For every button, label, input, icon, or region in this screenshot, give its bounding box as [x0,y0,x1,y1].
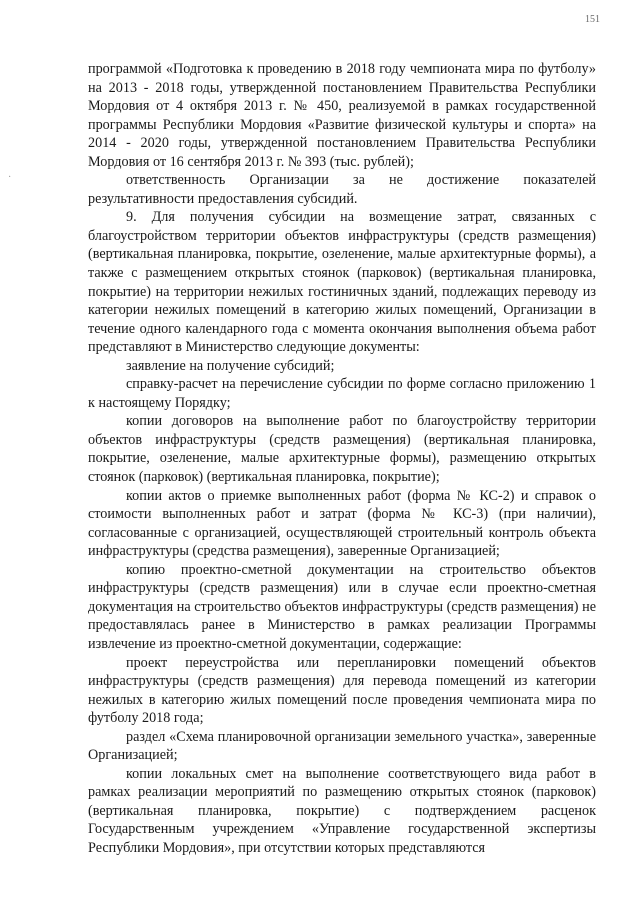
page-number: 151 [585,14,600,25]
paragraph: проект переустройства или перепланировки помещений объектов инфраструктуры (средств размещения) для перевода помещений из категории нежилых в категорию жилых помещений после проведения чемпионата мира по футболу 2018 года; [88,654,596,727]
body-text [88,60,596,858]
paragraph: программой «Подготовка к проведению в 2018 году чемпионата мира по футболу» на 2013 - 2018 годы, утвержденной постановлением Правительства Республики Мордовия от 4 октября 2013 г. № 450, реализуемой в рамках государственной программы Республики Мордовия «Развитие физической культуры и спорта» на 2014 - 2020 годы, утвержденной постановлением Правительства Республики Мордовия от 16 сентября 2013 г. № 393 (тыс. рублей); [88,61,596,170]
paragraph: 9. Для получения субсидии на возмещение затрат, связанных с благоустройством территории объектов инфраструктуры (средств размещения) (вертикальная планировка, покрытие, озеленение, малые архитектурные формы), а также с размещением открытых стоянок (парковок) (вертикальная планировка, покрытие) на территории нежилых гостиничных зданий, подлежащих переводу из категории нежилых помещений в категорию жилых помещений, Организации в течение одного календарного года с момента окончания выполнения объема работ представляют в Министерство следующие документы: [88,209,596,356]
paragraph: копии договоров на выполнение работ по благоустройству территории объектов инфраструктуры (средств размещения) (вертикальная планировка, покрытие, озеленение, малые архитектурные формы), размещению открытых стоянок (парковок) (вертикальная планировка, покрытие); [88,413,596,486]
paragraph: копию проектно-сметной документации на строительство объектов инфраструктуры (средств размещения) или в случае если проектно-сметная документация на строительство объектов инфраструктуры (средств размещения) не предоставлялась ранее в Министерство в рамках реализации Программы извлечение из проектно-сметной документации, содержащие: [88,561,596,652]
paragraph: копии локальных смет на выполнение соответствующего вида работ в рамках реализации мероприятий по размещению открытых стоянок (парковок) (вертикальная планировка, покрытие) с подтверждением расценок Государственным учреждением «Управление государственной экспертизы Республики Мордовия», при отсутствии которых представляются [88,765,596,856]
margin-mark: · [8,172,12,183]
paragraph: ответственность Организации за не достижение показателей результативности предоставления субсидий. [88,172,596,207]
paragraph: заявление на получение субсидий; [126,357,335,374]
paragraph: копии актов о приемке выполненных работ (форма № КС-2) и справок о стоимости выполненных работ и затрат (форма № КС-3) (при наличии), согласованные с организацией, осуществляющей строительный контроль объекта инфраструктуры (средства размещения), заверенные Организацией; [88,487,596,560]
paragraph: справку-расчет на перечисление субсидии по форме согласно приложению 1 к настоящему Порядку; [88,376,596,411]
paragraph: раздел «Схема планировочной организации земельного участка», заверенные Организацией; [88,728,596,764]
